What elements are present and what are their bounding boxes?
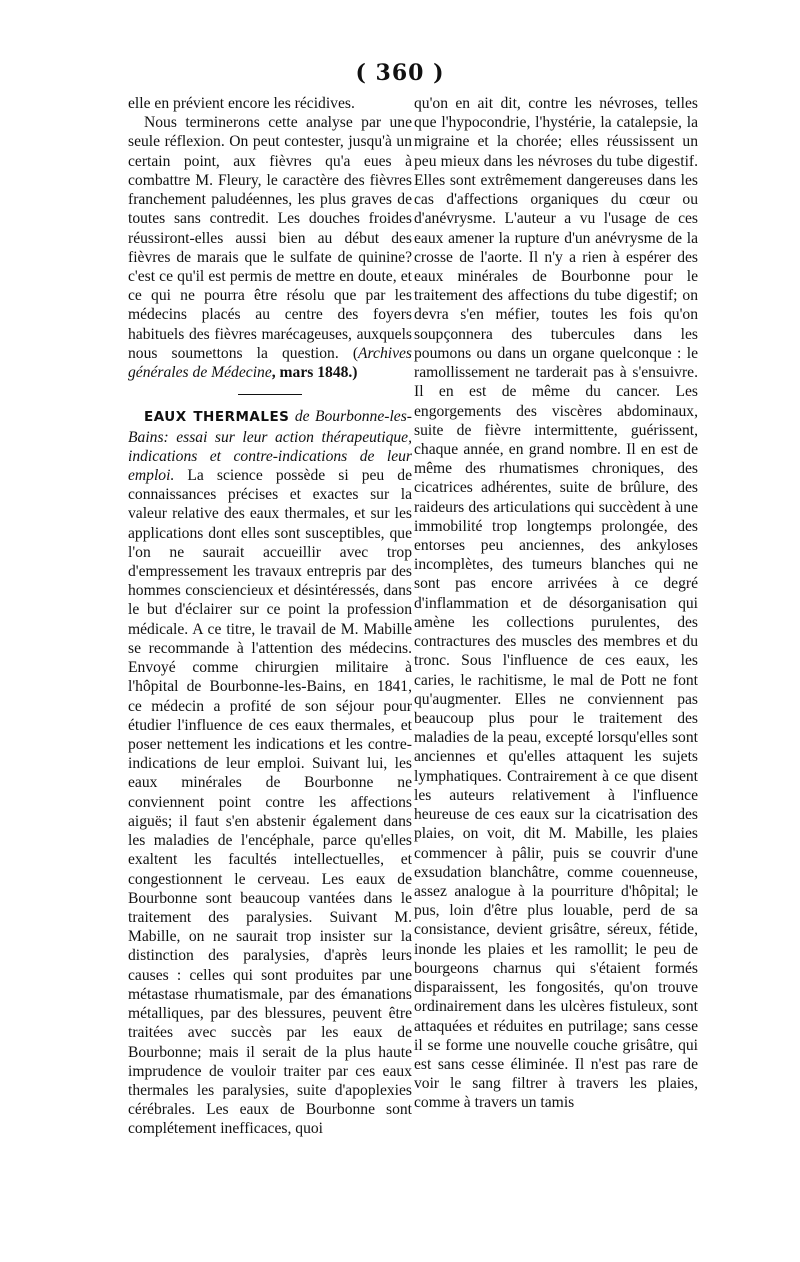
right-column xyxy=(414,94,698,1113)
article-title: EAUX THERMALES xyxy=(144,409,290,426)
article-body-left: La science possède si peu de connaissances précises et exactes sur la valeur relative des eaux thermales, et sur les applications dont elles sont susceptibles, que l'on ne saurait accueillir avec trop d'empressement les travaux entrepris par des hommes consciencieux et désintéressés, dans le but d'éclairer sur ce point la profession médicale. A ce titre, le travail de M. Mabille se recommande à l'attention des médecins. Envoyé comme chirurgien militaire à l'hôpital de Bourbonne-les-Bains, en 1841, ce médecin a profité de son séjour pour étudier l'influence de ces eaux thermales, et poser nettement les indications et les contre-indications de leur emploi. Suivant lui, les eaux minérales de Bourbonne ne conviennent point contre les affections aiguës; il faut s'en abstenir également dans les maladies de l'encéphale, parce qu'elles exaltent les facultés intellectuelles, et congestionnent le cerveau. Les eaux de Bourbonne sont beaucoup vantées dans le traitement des paralysies. Suivant M. Mabille, on ne saurait trop insister sur la distinction des paralysies, d'après leurs causes : celles qui sont produites par une métastase rhumatismale, par des émanations métalliques, par des blessures, peuvent être traitées avec succès par les eaux de Bourbonne; mais il serait de la plus haute imprudence de vouloir traiter par ces eaux thermales les paralysies, suite d'apoplexies cérébrales. Les eaux de Bourbonne sont complétement inefficaces, quoi xyxy=(128,466,412,1138)
paragraph-conclusion xyxy=(128,113,412,382)
citation-date: , mars 1848.) xyxy=(271,364,358,382)
article-subtitle: de Bourbonne-les-Bains: essai sur leur action thérapeutique, indications et contre-indications de leur emploi. xyxy=(128,408,412,484)
article-body-right: qu'on en ait dit, contre les névroses, telles que l'hypocondrie, l'hystérie, la catalepsie, la migraine et la chorée; elles réussissent un peu mieux dans les névroses du tube digestif. Elles sont extrêmement dangereuses dans les cas d'affections organiques du cœur ou d'anévrysme. L'auteur a vu l'usage de ces eaux amener la rupture d'un anévrysme de la crosse de l'aorte. Il n'y a rien à espérer des eaux minérales de Bourbonne pour le traitement des affections du tube digestif; on devra s'en méfier, toutes les fois qu'on soupçonnera des tubercules dans les poumons ou dans un organe quelconque : le ramollissement ne tarderait pas à s'ensuivre. Il en est de même du cancer. Les engorgements des viscères abdominaux, suite de fièvre intermittente, guérissent, chaque année, en grand nombre. Il en est de même des rhumatismes chroniques, des cicatrices adhérentes, suite de brûlure, des raideurs des articulations qui succèdent à une immobilité trop longtemps prolongée, des entorses peu anciennes, des ankyloses incomplètes, des tumeurs blanches qui ne sont pas encore arrivées à ce degré d'inflammation et de désorganisation qui amène les collections purulentes, des contractures des muscles des membres et du tronc. Sous l'influence de ces eaux, les caries, le rachitisme, le mal de Pott ne font qu'augmenter. Elles ne conviennent pas beaucoup plus pour le traitement des maladies de la peau, excepté lorsqu'elles sont anciennes et qu'elles attaquent les sujets lymphatiques. Contrairement à ce que disent les auteurs relativement à l'influence heureuse de ces eaux sur la cicatrisation des plaies, on voit, dit M. Mabille, les plaies commencer à pâlir, puis se couvrir d'une exsudation blanchâtre, comme couenneuse, assez analogue à la pourriture d'hôpital; le pus, loin d'être plus louable, perd de sa consistance, devient grisâtre, séreux, fétide, inonde les plaies et les ramollit; le peu de bourgeons charnus qui s'étaient formés disparaissent, les fongosités, qu'on trouve ordinairement dans les ulcères fistuleux, sont attaquées et réduites en putrilage; sans cesse il se forme une nouvelle couche grisâtre, qui est sans cesse éliminée. Il n'est pas rare de voir le sang filtrer à travers les plaies, comme à travers un tamis xyxy=(414,95,698,1112)
page-number: ( 360 ) xyxy=(355,60,445,86)
citation-journal: Archives générales de Médecine xyxy=(128,344,412,382)
paragraph-recidives: elle en prévient encore les récidives. xyxy=(128,95,355,112)
section-divider xyxy=(238,394,302,395)
article-eaux-thermales xyxy=(128,407,412,1138)
conclusion-text: Nous terminerons cette analyse par une seule réflexion. On peut contester, jusqu'à un certain point, aux fièvres qu'a eues à combattre M. Fleury, le caractère des fièvres franchement paludéennes, les plus graves de toutes sans contredit. Les douches froides réussiront-elles aussi bien au début des fièvres de marais que le sulfate de quinine? c'est ce qu'il est permis de mettre en doute, et ce qui ne pourra être résolu que par les médecins placés au centre des foyers habituels des fièvres marécageuses, auxquels nous soumettons la question. ( xyxy=(128,114,412,362)
left-column xyxy=(128,94,412,1139)
